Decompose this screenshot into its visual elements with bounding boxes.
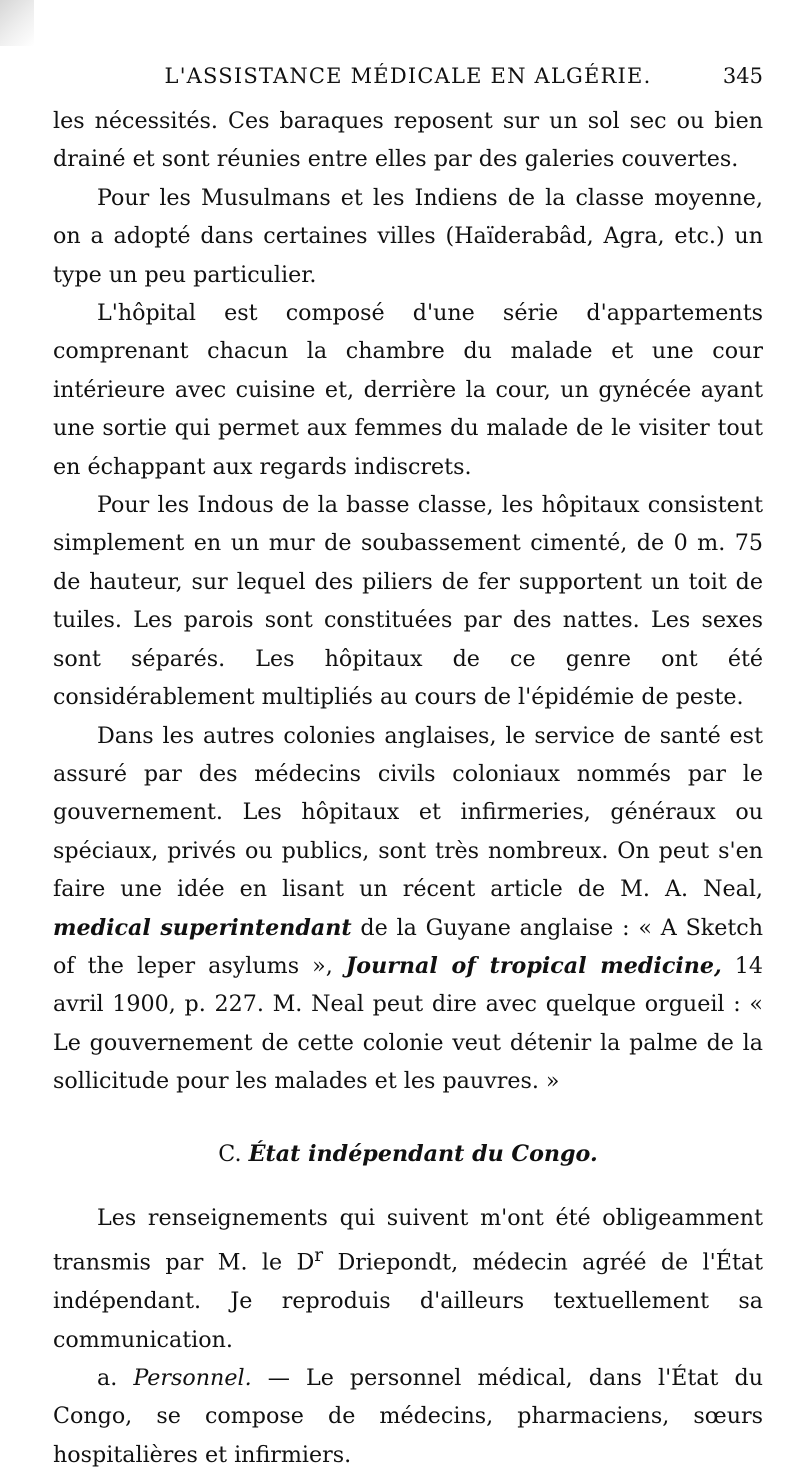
paragraph-6 xyxy=(53,1199,763,1359)
paragraph-5-part-e: 14 avril 1900, p. 227. M. Neal peut dire avec quelque orgueil : « Le gouvernement de cette colonie veut détenir la palme de la sollicitude pour les malades et les pauvres. » xyxy=(53,952,763,1095)
paragraph-7 xyxy=(53,1359,763,1474)
section-heading xyxy=(53,1135,763,1173)
paragraph-5-part-c: de la Guyane anglaise : « A Sketch of the leper asylums », xyxy=(53,914,763,979)
paragraph-4: Pour les Indous de la basse classe, les hôpitaux consistent simplement en un mur de soubassement cimenté, de 0 m. 75 de hauteur, sur lequel des piliers de fer supportent un toit de tuiles. Les parois sont constituées par des nattes. Les sexes sont séparés. Les hôpitaux de ce genre ont été considérablement multipliés au cours de l'épidémie de peste. xyxy=(53,492,763,711)
section-title: État indépendant du Congo. xyxy=(248,1140,598,1167)
paragraph-6-part-a: Les renseignements qui suivent m'ont été obligeamment transmis par M. le D xyxy=(53,1204,763,1276)
paragraph-3: L'hôpital est composé d'une série d'appartements comprenant chacun la chambre du malade et une cour intérieure avec cuisine et, derrière la cour, un gynécée ayant une sortie qui permet aux femmes du malade de le visiter tout en échappant aux regards indiscrets. xyxy=(53,300,763,480)
paragraph-5-journal-name: Journal of tropical medicine, xyxy=(345,952,722,979)
running-title: L'ASSISTANCE MÉDICALE EN ALGÉRIE. xyxy=(164,64,652,88)
paragraph-5-part-a: Dans les autres colonies anglaises, le service de santé est assuré par des médecins civils coloniaux nommés par le gouvernement. Les hôpitaux et infirmeries, généraux ou spéciaux, privés ou publics, sont très nombreux. On peut s'en faire une idée en lisant un récent article de M. A. Neal, xyxy=(53,722,763,903)
paragraph-7-part-a: a. xyxy=(97,1364,118,1391)
running-header xyxy=(53,64,763,98)
paragraph-1: les nécessités. Ces baraques reposent sur un sol sec ou bien drainé et sont réunies entre elles par des galeries couvertes. xyxy=(53,108,763,173)
paragraph-7-italic-heading: Personnel. xyxy=(133,1364,252,1391)
scan-edge-shadow xyxy=(0,0,34,46)
section-label: C. xyxy=(218,1140,242,1167)
paragraph-5-italic-title: medical superintendant xyxy=(53,914,352,941)
paragraph-7-part-c: — Le personnel médical, dans l'État du Congo, se compose de médecins, pharmaciens, sœurs hospitalières et infirmiers. xyxy=(53,1364,763,1468)
paragraph-2: Pour les Musulmans et les Indiens de la classe moyenne, on a adopté dans certaines villes (Haïderabâd, Agra, etc.) un type un peu particulier. xyxy=(53,184,763,288)
paragraph-6-part-b: Driepondt, médecin agréé de l'État indépendant. Je reproduis d'ailleurs textuellement sa communication. xyxy=(53,1249,764,1353)
paragraph-6-superscript: r xyxy=(314,1245,324,1267)
body-text xyxy=(53,102,763,1474)
paragraph-5 xyxy=(53,717,763,1101)
page-number: 345 xyxy=(722,64,763,88)
